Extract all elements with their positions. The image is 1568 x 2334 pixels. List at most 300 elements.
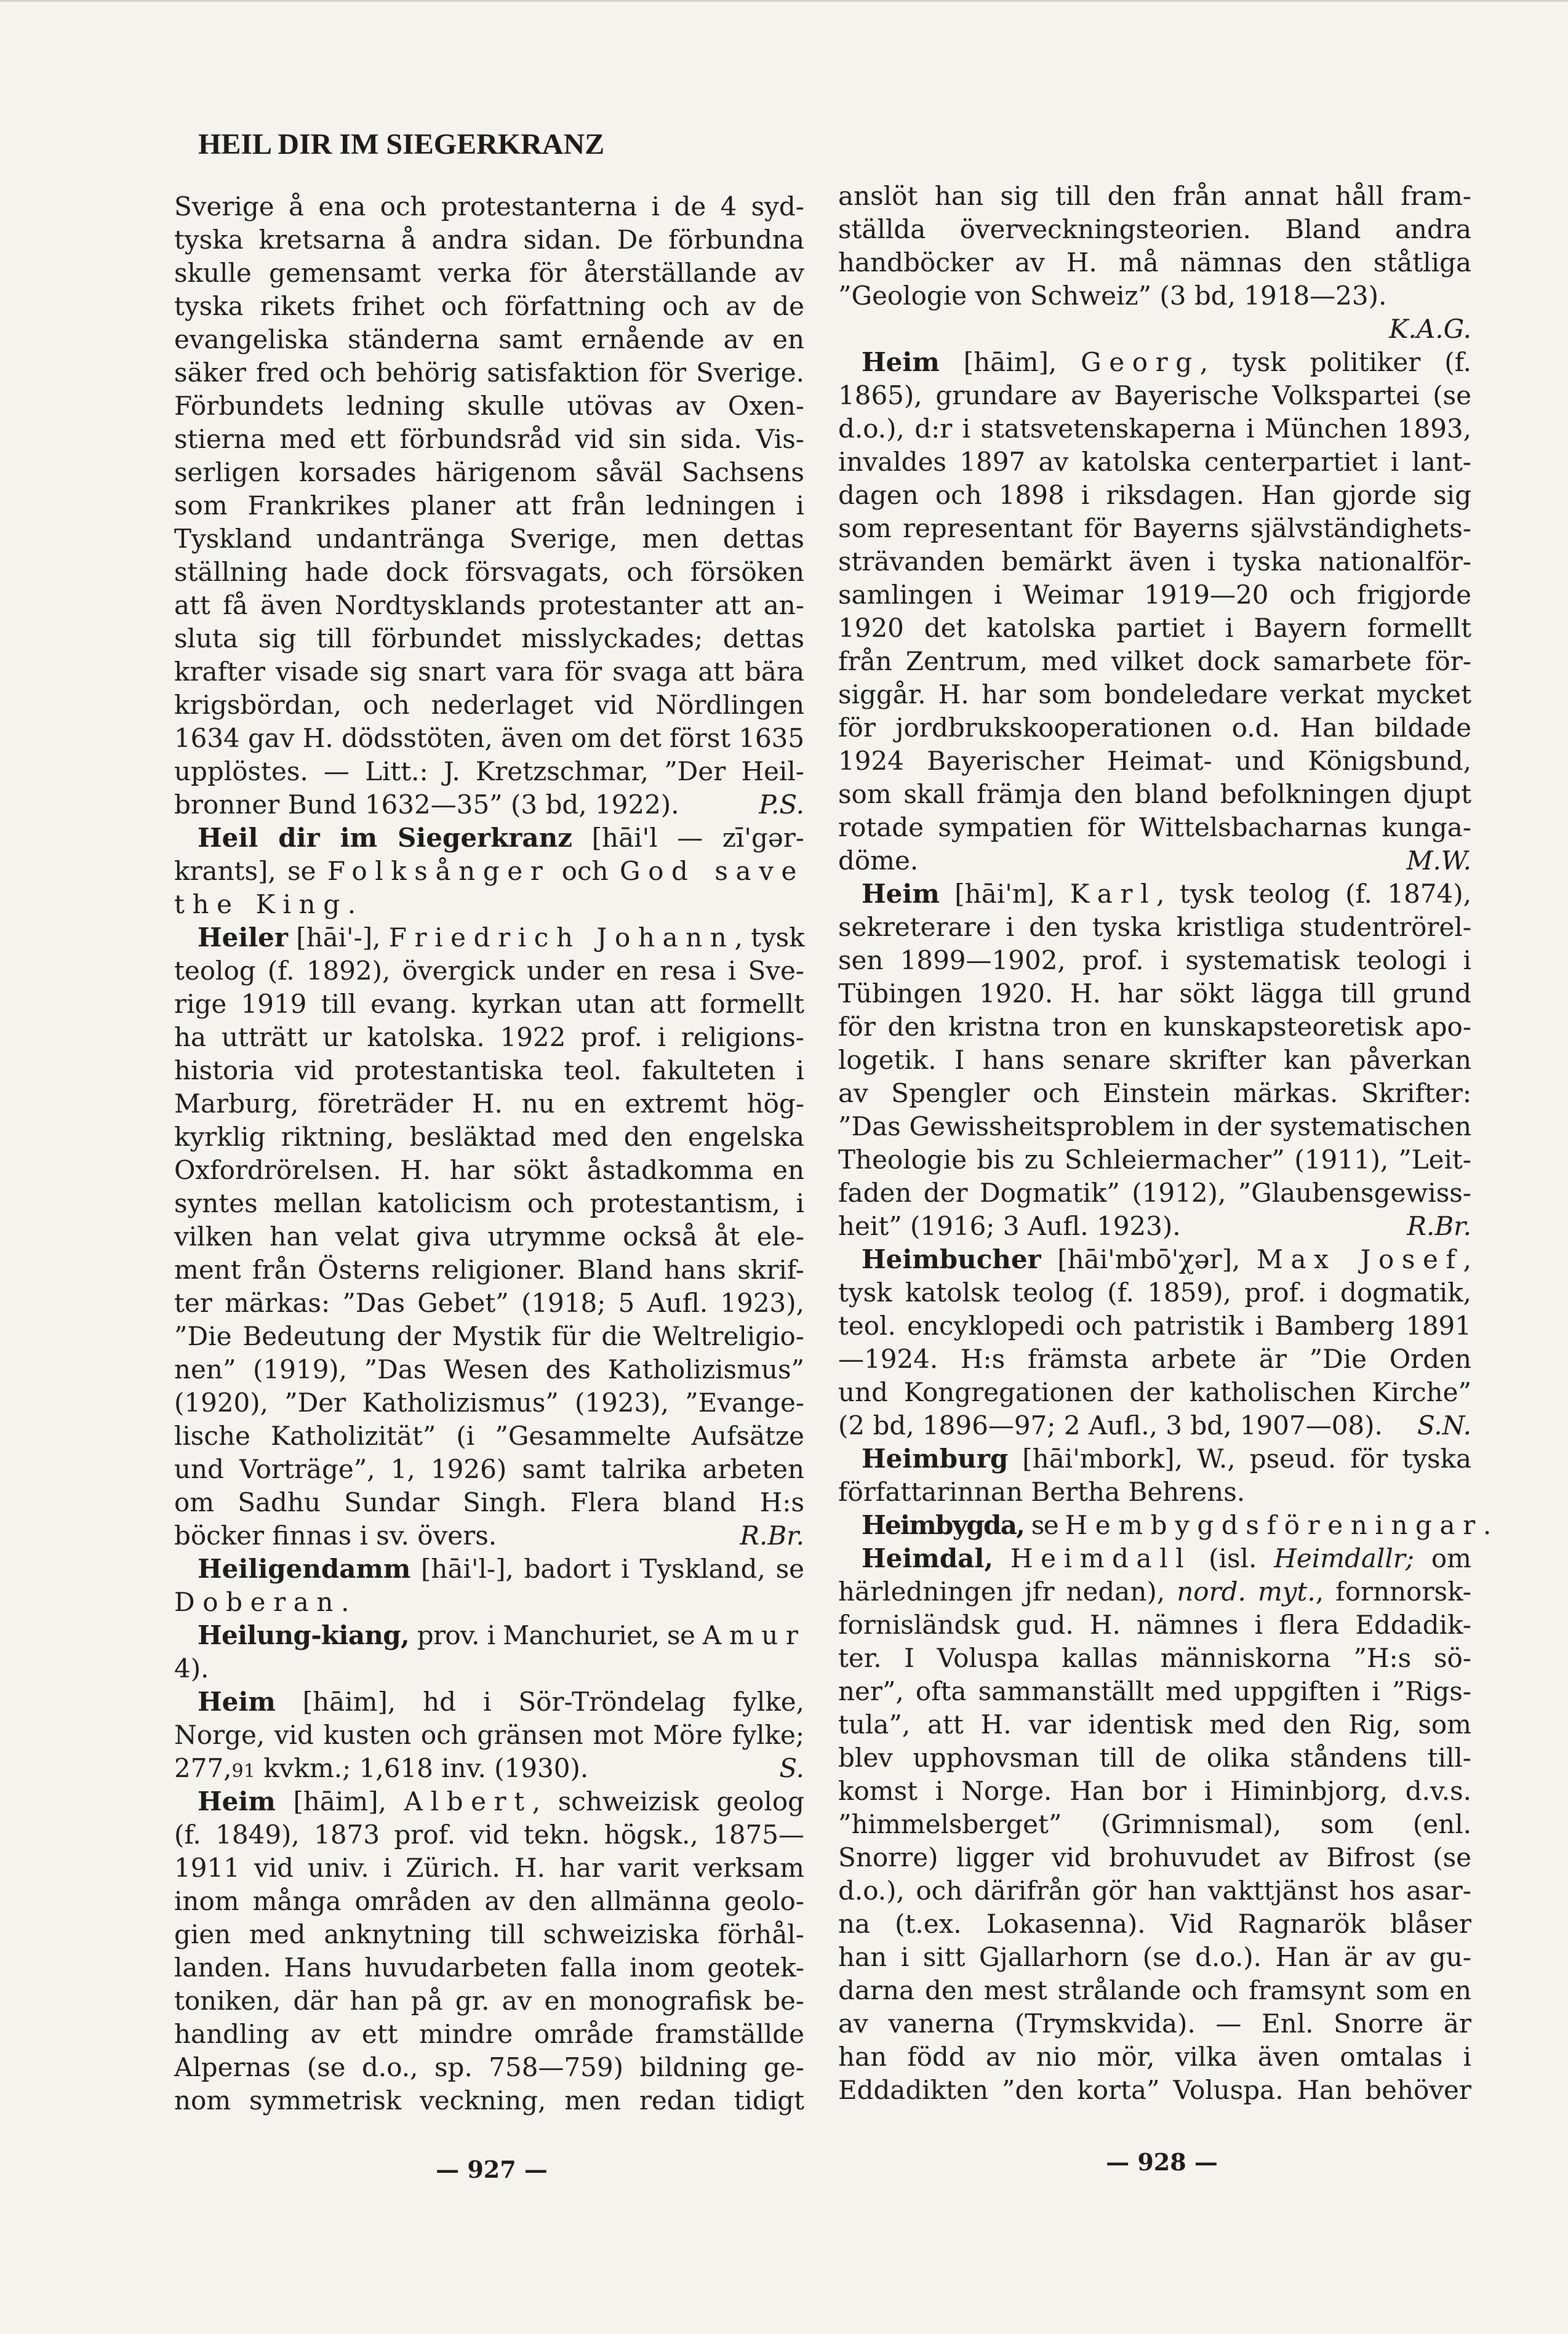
text-line: [838, 745, 1471, 778]
text-line: [838, 778, 1471, 811]
text-run: krafter visade sig snart vara för svaga att bära: [174, 657, 804, 687]
line-text: [174, 1720, 804, 1750]
text-line: [838, 1609, 1471, 1642]
text-line: [838, 1010, 1471, 1044]
text-run: rotade sympatien för Wittelsbacharnas kunga-: [838, 812, 1471, 842]
headword: Heimdal,: [862, 1543, 993, 1573]
line-text: [838, 580, 1471, 610]
line-text: [838, 613, 1471, 643]
text-line: [174, 489, 804, 522]
text-line: [174, 1752, 804, 1785]
text-run: Marburg, företräder H. nu en extremt hög-: [174, 1089, 804, 1119]
line-text: [174, 623, 804, 653]
text-line: [838, 1675, 1471, 1708]
text-line: [838, 1874, 1471, 1908]
line-text: [838, 1610, 1471, 1640]
text-run: [993, 1543, 1010, 1573]
line-text: [838, 1676, 1471, 1706]
text-line: [174, 1951, 804, 1984]
line-text: [198, 1620, 806, 1650]
text-run: böcker finnas i sv. övers.: [174, 1521, 497, 1551]
line-text: [174, 557, 804, 587]
text-run: und Kongregationen der katholischen Kirche”: [838, 1377, 1471, 1407]
line-text: [838, 845, 918, 876]
spaced-text: Amur: [702, 1620, 806, 1650]
line-text: [174, 1986, 804, 2016]
text-run: (isl.: [1191, 1543, 1274, 1573]
text-line: [174, 390, 804, 423]
line-text: [838, 1643, 1471, 1673]
text-run: serligen korsades härigenom såväl Sachsens: [174, 457, 804, 487]
text-line: [838, 412, 1471, 446]
text-line: [838, 1243, 1471, 1276]
line-text: [838, 1975, 1471, 2005]
line-text: [838, 1145, 1471, 1175]
line-text: [838, 1111, 1471, 1141]
text-line: [838, 1476, 1471, 1509]
text-line: [174, 1154, 804, 1187]
text-run: 1634 gav H. dödsstöten, även om det först 1635: [174, 723, 804, 753]
text-line: [838, 1741, 1471, 1775]
text-run: tula”, att H. var identisk med den Rig, som: [838, 1709, 1471, 1740]
text-run: krigsbördan, och nederlaget vid Nördlingen: [174, 690, 804, 720]
text-line: [174, 1652, 804, 1685]
line-text: [174, 1919, 804, 1949]
line-text: [198, 922, 805, 953]
text-line: [174, 1087, 804, 1121]
spaced-text: Max Josef: [1256, 1244, 1463, 1274]
text-line: [838, 977, 1471, 1010]
text-line: [174, 556, 804, 589]
spaced-text: Albert: [404, 1786, 532, 1816]
text-run: toniken, där han på gr. av en monografisk be-: [174, 1986, 804, 2016]
line-text: [174, 1155, 804, 1185]
text-line: [838, 844, 1471, 877]
text-run: skulle gemensamt verka för återställande av: [174, 258, 804, 288]
text-line: [174, 2051, 804, 2084]
author-signature: S.: [779, 1753, 804, 1783]
text-run: upplöstes. — Litt.: J. Kretzschmar, ”Der Heil-: [174, 756, 804, 786]
line-text: [174, 225, 804, 255]
text-run: na (t.ex. Lokasenna). Vid Ragnarök blåser: [838, 1909, 1471, 1939]
line-text: [838, 1277, 1471, 1308]
text-line: [838, 379, 1471, 412]
line-text: [174, 1753, 588, 1783]
line-text: [174, 1388, 804, 1418]
text-line: [174, 1984, 804, 2018]
text-run: handböcker av H. må nämnas den ståtliga: [838, 247, 1471, 278]
line-text: [862, 347, 1471, 377]
text-run: ”himmelsberget” (Grimnismal), som (enl.: [838, 1809, 1471, 1839]
text-run: 1865), grundare av Bayerische Volkspartei (se: [838, 380, 1471, 410]
headword: Heim: [862, 347, 940, 377]
text-line: [838, 1442, 1471, 1476]
text-line: [838, 1276, 1471, 1309]
text-line: [174, 1553, 804, 1586]
text-line: [174, 456, 804, 489]
headword: Heilung-kiang,: [198, 1620, 410, 1650]
text-run: ,: [1463, 1244, 1472, 1274]
line-text: [838, 945, 1471, 975]
line-text: [198, 1687, 804, 1717]
text-line: [174, 1586, 804, 1619]
line-text: [174, 690, 804, 720]
line-text: [174, 756, 804, 786]
text-run: Sverige å ena och protestanterna i de 4 syd-: [174, 191, 804, 222]
text-run: han född av nio mör, vilka även omtalas i: [838, 2042, 1471, 2072]
text-run: .: [341, 1587, 350, 1617]
running-head: HEIL DIR IM SIEGERKRANZ: [198, 128, 605, 161]
spaced-text: Doberan: [174, 1587, 342, 1617]
text-line: [174, 855, 804, 888]
text-line: [174, 1220, 804, 1253]
line-text: [174, 1820, 804, 1850]
text-run: Tyskland undantränga Sverige, men dettas: [174, 524, 804, 554]
text-run: faden der Dogmatik” (1912), ”Glaubensgewiss-: [838, 1178, 1471, 1208]
text-line: [174, 1486, 804, 1519]
text-line: [838, 446, 1471, 479]
text-run: nom symmetrisk veckning, men redan tidigt: [174, 2085, 804, 2116]
text-line: [838, 279, 1471, 313]
text-line: [838, 1077, 1471, 1110]
text-run: teol. encyklopedi och patristik i Bamberg 1891: [838, 1311, 1471, 1341]
text-run: säker fred och behörig satisfaktion för Sverige.: [174, 358, 804, 388]
text-run: [hāi'l-], badort i Tyskland, se: [410, 1554, 804, 1584]
text-line: [174, 1187, 804, 1220]
text-line: [174, 1719, 804, 1752]
text-line: [174, 1519, 804, 1553]
line-text: [838, 1178, 1471, 1208]
text-run: ha utträtt ur katolska. 1922 prof. i religions-: [174, 1022, 804, 1052]
line-text: [838, 2008, 1471, 2039]
line-text: [174, 1521, 497, 1551]
text-run: [hāim],: [275, 1786, 404, 1816]
line-text: [838, 1876, 1471, 1906]
line-text: [174, 889, 356, 919]
italic-text: nord. myt.: [1177, 1577, 1316, 1607]
text-line: [838, 1642, 1471, 1675]
text-line: [174, 655, 804, 689]
text-line: [838, 2040, 1471, 2074]
text-line: [838, 1177, 1471, 1210]
line-text: [174, 1022, 804, 1052]
text-line: [174, 1287, 804, 1320]
text-line: [838, 1143, 1471, 1177]
column-left: [174, 190, 804, 2117]
text-line: [838, 911, 1471, 944]
text-line: [838, 545, 1471, 578]
line-text: [174, 457, 804, 487]
line-text: [838, 646, 1471, 676]
text-run: d.o.), och därifrån gör han vakttjänst hos asar-: [838, 1876, 1471, 1906]
text-line: [838, 1509, 1490, 1542]
line-text: [838, 713, 1471, 743]
text-line: [174, 1852, 804, 1885]
line-text: [838, 513, 1471, 543]
text-line: [174, 423, 804, 456]
spaced-text: Hembygdsföreningar: [1065, 1510, 1483, 1540]
line-text: [174, 391, 804, 421]
headword: Heimbygda,: [862, 1510, 1025, 1540]
text-run: 1920 det katolska partiet i Bayern formellt: [838, 613, 1471, 643]
text-line: [174, 722, 804, 755]
line-text: [838, 1577, 1471, 1607]
line-text: [838, 746, 1471, 776]
text-run: (f. 1849), 1873 prof. vid tekn. högsk., 1875—: [174, 1820, 804, 1850]
text-run: teolog (f. 1892), övergick under en resa i Sve-: [174, 956, 804, 986]
line-text: [838, 1211, 1181, 1241]
page-number-right: — 928 —: [1106, 2148, 1218, 2176]
line-text: [174, 291, 804, 321]
text-run: sen 1899—1902, prof. i systematisk teologi i: [838, 945, 1471, 975]
line-text: [838, 2075, 1471, 2105]
author-signature: K.A.G.: [1389, 314, 1471, 344]
text-run: 1924 Bayerischer Heimat- und Königsbund,: [838, 746, 1471, 776]
text-line: [174, 888, 804, 921]
text-line: [838, 877, 1471, 911]
text-run: .: [1482, 1510, 1490, 1540]
text-run: Theologie bis zu Schleiermacher” (1911), ”Leit-: [838, 1145, 1471, 1175]
line-text: [174, 1122, 804, 1152]
author-signature: M.W.: [1406, 845, 1471, 876]
text-run: Eddadikten ”den korta” Voluspa. Han behöver: [838, 2075, 1471, 2105]
line-text: [174, 723, 804, 753]
scan-edge: [0, 0, 1568, 2]
text-run: Oxfordrörelsen. H. har sökt åstadkomma en: [174, 1155, 804, 1185]
text-run: lische Katholizität” (i ”Gesammelte Aufsätze: [174, 1421, 804, 1451]
line-text: [174, 1288, 804, 1318]
line-text: [174, 657, 804, 687]
text-line: [174, 1121, 804, 1154]
text-line: [174, 788, 804, 821]
text-line: [174, 821, 804, 855]
text-line: [174, 1453, 804, 1486]
text-run: heit” (1916; 3 Aufl. 1923).: [838, 1211, 1181, 1241]
spaced-text: Karl: [1070, 879, 1157, 909]
text-line: [174, 290, 804, 323]
text-line: [838, 1575, 1471, 1609]
text-line: [174, 1386, 804, 1420]
text-line: [174, 1253, 804, 1287]
text-line: [838, 1409, 1471, 1442]
line-text: [198, 1786, 804, 1816]
line-text: [174, 856, 804, 886]
text-run: att få även Nordtysklands protestanter att an-: [174, 590, 804, 620]
text-line: [174, 356, 804, 390]
text-run: blev upphovsman till de olika ståndens till-: [838, 1743, 1471, 1773]
line-text: [838, 1012, 1471, 1042]
text-run: gien med anknytning till schweiziska förhål-: [174, 1919, 804, 1949]
line-text: [838, 546, 1471, 577]
text-run: bronner Bund 1632—35” (3 bd, 1922).: [174, 789, 679, 820]
line-text: [838, 1045, 1471, 1075]
text-line: [838, 1343, 1471, 1376]
line-text: [174, 1188, 804, 1218]
author-signature: R.Br.: [740, 1521, 804, 1551]
text-run: (2 bd, 1896—97; 2 Aufl., 3 bd, 1907—08).: [838, 1410, 1383, 1441]
text-line: [838, 180, 1471, 213]
text-run: tyska rikets frihet och författning och av de: [174, 291, 804, 321]
text-run: tysk katolsk teolog (f. 1859), prof. i dogmatik,: [838, 1277, 1471, 1308]
text-run: , tysk teolog (f. 1874),: [1156, 879, 1471, 909]
line-text: [174, 324, 804, 354]
text-run: —1924. H:s främsta arbete är ”Die Orden: [838, 1344, 1471, 1374]
text-line: [174, 1320, 804, 1353]
spaced-text: Folksånger: [327, 856, 551, 886]
text-run: tyska kretsarna å andra sidan. De förbundna: [174, 225, 804, 255]
headword: Heiler: [198, 922, 288, 953]
text-run: prov. i Manchuriet, se: [409, 1620, 703, 1650]
text-run: [hāi'-],: [287, 922, 389, 953]
text-run: som Frankrikes planer att från ledningen i: [174, 490, 804, 521]
text-run: ”Geologie von Schweiz” (3 bd, 1918—23).: [838, 281, 1387, 311]
line-text: [838, 2042, 1471, 2072]
line-text: [838, 978, 1471, 1009]
author-signature: S.N.: [1417, 1410, 1471, 1441]
text-run: d.o.), d:r i statsvetenskaperna i München 1893,: [838, 414, 1471, 444]
column-right: [838, 180, 1490, 2107]
line-text: [862, 879, 1471, 909]
text-run: Alpernas (se d.o., sp. 758—759) bildning ge-: [174, 2052, 804, 2082]
text-run: kyrklig riktning, besläktad med den engelska: [174, 1122, 804, 1152]
text-run: författarinnan Bertha Behrens.: [838, 1477, 1246, 1507]
line-text: [838, 380, 1471, 410]
line-text: [862, 1244, 1471, 1274]
spaced-text: Friedrich Johann: [388, 922, 735, 953]
text-run: [hāim], hd i Sör-Tröndelag fylke,: [275, 1687, 804, 1717]
text-run: se: [1024, 1510, 1065, 1540]
text-run: stierna med ett förbundsråd vid sin sida. Vis-: [174, 424, 804, 454]
line-text: [174, 358, 804, 388]
text-run: om Sadhu Sundar Singh. Flera bland H:s: [174, 1487, 804, 1517]
text-run: Snorre) ligger vid brohuvudet av Bifrost (se: [838, 1842, 1471, 1872]
text-run: sluta sig till förbundet misslyckades; dettas: [174, 623, 804, 653]
text-run: , tysk politiker (f.: [1199, 347, 1472, 377]
line-text: [838, 812, 1471, 842]
line-text: [174, 2085, 804, 2116]
line-text: [174, 989, 804, 1019]
text-line: [838, 645, 1471, 678]
line-text: [838, 1311, 1471, 1341]
headword: Heim: [198, 1786, 276, 1816]
text-run: fornisländsk gud. H. nämnes i flera Eddadik-: [838, 1610, 1471, 1640]
text-run: Förbundets ledning skulle utövas av Oxen-: [174, 391, 804, 421]
text-line: [174, 1918, 804, 1951]
text-line: [838, 1376, 1471, 1409]
line-text: [174, 490, 804, 521]
text-line: [838, 512, 1471, 545]
text-line: [838, 479, 1471, 512]
text-run: för den kristna tron en kunskapsteoretisk apo-: [838, 1012, 1471, 1042]
spaced-text: the King: [174, 889, 348, 919]
text-run: kvkm.; 1,618 inv. (1930).: [255, 1753, 589, 1783]
text-run: samlingen i Weimar 1919—20 och frigjorde: [838, 580, 1471, 610]
line-text: [174, 1354, 804, 1385]
text-line: [174, 1818, 804, 1852]
line-text: [862, 1444, 1471, 1474]
text-line: [174, 1785, 804, 1818]
text-run: Tübingen 1920. H. har sökt lägga till grund: [838, 978, 1471, 1009]
text-run: av vanerna (Trymskvida). — Enl. Snorre är: [838, 2008, 1471, 2039]
text-line: [838, 1309, 1471, 1343]
line-text: [174, 524, 804, 554]
line-text: [174, 424, 804, 454]
text-run: om: [1414, 1543, 1472, 1573]
line-text: [174, 1055, 804, 1085]
text-run: ”Die Bedeutung der Mystik für die Weltreligio-: [174, 1321, 804, 1351]
text-line: [174, 589, 804, 622]
text-run: som skall främja den bland befolkningen djupt: [838, 779, 1471, 809]
author-signature: P.S.: [759, 789, 804, 820]
italic-text: Heimdallr;: [1274, 1543, 1414, 1573]
text-line: [174, 257, 804, 290]
text-run: syntes mellan katolicism och protestantism, i: [174, 1188, 804, 1218]
line-text: [174, 1321, 804, 1351]
text-run: logetik. I hans senare skrifter kan påverkan: [838, 1045, 1471, 1075]
text-line: [174, 1021, 804, 1054]
text-run: rige 1919 till evang. kyrkan utan att formellt: [174, 989, 804, 1019]
text-run: av Spengler och Einstein märkas. Skrifter:: [838, 1078, 1471, 1108]
text-line: [838, 578, 1471, 612]
text-run: ner”, ofta sammanställt med uppgiften i ”Rigs-: [838, 1676, 1471, 1706]
text-run: nen” (1919), ”Das Wesen des Katholizismus”: [174, 1354, 804, 1385]
line-text: [838, 447, 1471, 477]
author-signature: R.Br.: [1407, 1211, 1471, 1241]
line-text: [838, 281, 1386, 311]
text-run: ställning hade dock försvagats, och försöken: [174, 557, 804, 587]
line-text: [838, 214, 1471, 244]
line-text: [198, 823, 804, 853]
text-line: [174, 988, 804, 1021]
line-text: [174, 1221, 804, 1252]
text-line: [838, 1841, 1471, 1874]
line-text: [198, 1554, 804, 1584]
line-text: [838, 181, 1471, 211]
text-run: 277,: [174, 1753, 232, 1783]
text-run: krants], se: [174, 856, 327, 886]
line-text: [838, 1809, 1471, 1839]
headword: Heim: [198, 1687, 276, 1717]
text-run: komst i Norge. Han bor i Himinbjorg, d.v.s.: [838, 1776, 1471, 1806]
text-line: [838, 1110, 1471, 1143]
text-run: ”Das Gewissheitsproblem in der systematischen: [838, 1111, 1471, 1141]
text-line: [174, 954, 804, 988]
line-text: [174, 258, 804, 288]
line-text: [862, 1543, 1471, 1573]
line-text: [174, 1454, 804, 1484]
text-line: [174, 755, 804, 788]
text-line: [838, 612, 1471, 645]
text-line: [838, 944, 1471, 977]
text-line: [174, 1054, 804, 1087]
line-text: [174, 1421, 804, 1451]
line-text: [838, 247, 1471, 278]
text-line: [838, 313, 1471, 346]
line-text: [838, 1909, 1471, 1939]
text-line: [174, 323, 804, 356]
line-text: [174, 1853, 804, 1883]
text-line: [838, 678, 1471, 711]
text-line: [838, 1974, 1471, 2007]
text-run: strävanden bemärkt även i tyska nationalför-: [838, 546, 1471, 577]
page-number-left: — 927 —: [436, 2156, 548, 2183]
text-run: dagen och 1898 i riksdagen. Han gjorde sig: [838, 480, 1471, 510]
line-text: [174, 1487, 804, 1517]
text-line: [174, 622, 804, 655]
text-line: [174, 522, 804, 556]
line-text: [174, 1089, 804, 1119]
line-text: [838, 1743, 1471, 1773]
